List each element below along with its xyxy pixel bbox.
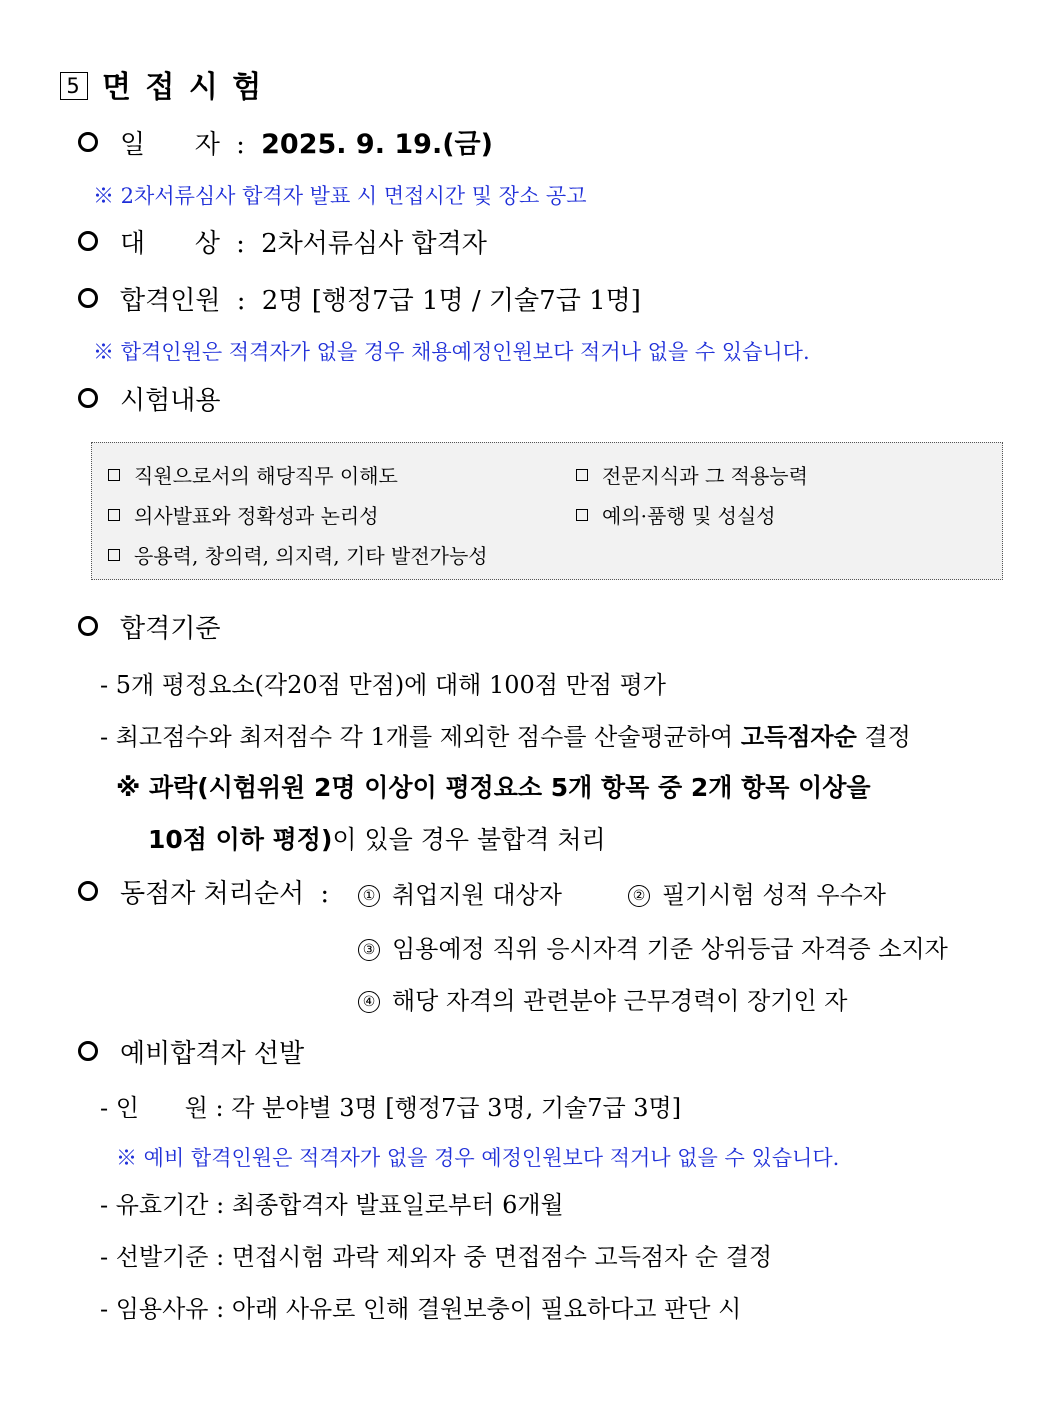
bullet-circle-icon <box>78 388 98 408</box>
date-label: 일 자 <box>120 130 220 160</box>
content-item <box>108 500 379 529</box>
criteria-note-rest: 이 있을 경우 불합격 처리 <box>332 825 606 854</box>
date-colon: : <box>236 130 245 160</box>
criteria-line-2-pre: - 최고점수와 최저점수 각 1개를 제외한 점수를 산술평균하여 <box>100 723 741 751</box>
tie-label: 동점자 처리순서 <box>120 879 305 909</box>
criteria-heading-row <box>78 608 220 645</box>
date-note: ※ 2차서류심사 합격자 발표 시 면접시간 및 장소 공고 <box>93 184 587 208</box>
tie-item <box>628 875 886 910</box>
tie-row <box>78 873 337 910</box>
tie-item-number: ① <box>358 885 380 907</box>
reserve-heading: 예비합격자 선발 <box>120 1039 305 1069</box>
square-bullet-icon <box>108 509 120 521</box>
reserve-note: ※ 예비 합격인원은 적격자가 없을 경우 예정인원보다 적거나 없을 수 있습니다. <box>116 1146 840 1170</box>
tie-item-text: 해당 자격의 관련분야 근무경력이 장기인 자 <box>392 987 848 1015</box>
bullet-circle-icon <box>78 132 98 152</box>
criteria-note-line-1: ※ 과락(시험위원 2명 이상이 평정요소 5개 항목 중 2개 항목 이상을 <box>116 773 871 802</box>
content-item <box>576 460 808 489</box>
passers-colon: : <box>236 286 246 316</box>
target-colon: : <box>236 229 245 259</box>
content-item <box>576 500 776 529</box>
reserve-heading-row <box>78 1033 304 1070</box>
bullet-circle-icon <box>78 288 98 308</box>
bullet-circle-icon <box>78 1041 98 1061</box>
tie-item <box>358 875 562 910</box>
criteria-heading: 합격기준 <box>120 614 221 644</box>
tie-item-text: 취업지원 대상자 <box>392 881 562 909</box>
reserve-valid: - 유효기간 : 최종합격자 발표일로부터 6개월 <box>100 1191 564 1219</box>
reserve-criteria: - 선발기준 : 면접시험 과락 제외자 중 면접점수 고득점자 순 결정 <box>100 1243 773 1271</box>
tie-colon: : <box>320 879 330 909</box>
tie-item <box>358 981 847 1016</box>
tie-item-text: 필기시험 성적 우수자 <box>662 881 886 909</box>
square-bullet-icon <box>576 469 588 481</box>
criteria-line-2 <box>100 717 911 752</box>
target-row <box>78 223 487 260</box>
square-bullet-icon <box>108 549 120 561</box>
content-item-text: 응용력, 창의력, 의지력, 기타 발전가능성 <box>134 544 488 568</box>
tie-item <box>358 929 948 964</box>
target-label: 대 상 <box>120 229 220 259</box>
content-heading: 시험내용 <box>120 386 221 416</box>
tie-item-number: ④ <box>358 991 380 1013</box>
criteria-note-line-2 <box>148 820 606 856</box>
section-title-text: 면 접 시 험 <box>102 70 264 105</box>
content-item-text: 의사발표와 정확성과 논리성 <box>134 504 379 528</box>
content-item-text: 직원으로서의 해당직무 이해도 <box>134 464 398 488</box>
target-value: 2차서류심사 합격자 <box>261 229 487 259</box>
passers-note: ※ 합격인원은 적격자가 없을 경우 채용예정인원보다 적거나 없을 수 있습니다. <box>93 340 810 364</box>
reserve-reason: - 임용사유 : 아래 사유로 인해 결원보충이 필요하다고 판단 시 <box>100 1295 742 1323</box>
bullet-circle-icon <box>78 231 98 251</box>
passers-row <box>78 280 641 317</box>
bullet-circle-icon <box>78 616 98 636</box>
passers-label: 합격인원 <box>120 286 221 316</box>
content-item <box>108 540 488 569</box>
section-number-box: 5 <box>60 72 88 100</box>
bullet-circle-icon <box>78 881 98 901</box>
section-title <box>60 62 263 106</box>
content-item-text: 예의·품행 및 성실성 <box>602 504 776 528</box>
content-item <box>108 460 398 489</box>
criteria-line-2-post: 결정 <box>856 723 911 751</box>
tie-item-number: ③ <box>358 939 380 961</box>
tie-item-text: 임용예정 직위 응시자격 기준 상위등급 자격증 소지자 <box>392 935 948 963</box>
criteria-line-2-bold: 고득점자순 <box>740 723 857 751</box>
content-item-text: 전문지식과 그 적용능력 <box>602 464 808 488</box>
date-value: 2025. 9. 19.(금) <box>261 129 493 160</box>
square-bullet-icon <box>108 469 120 481</box>
date-row <box>78 122 493 161</box>
criteria-note-bold: 10점 이하 평정) <box>148 825 333 854</box>
tie-item-number: ② <box>628 885 650 907</box>
criteria-line-1: - 5개 평정요소(각20점 만점)에 대해 100점 만점 평가 <box>100 671 666 699</box>
reserve-count: - 인 원 : 각 분야별 3명 [행정7급 3명, 기술7급 3명] <box>100 1094 682 1122</box>
content-box <box>91 442 1003 580</box>
content-heading-row <box>78 380 220 417</box>
passers-value: 2명 [행정7급 1명 / 기술7급 1명] <box>261 286 641 316</box>
square-bullet-icon <box>576 509 588 521</box>
